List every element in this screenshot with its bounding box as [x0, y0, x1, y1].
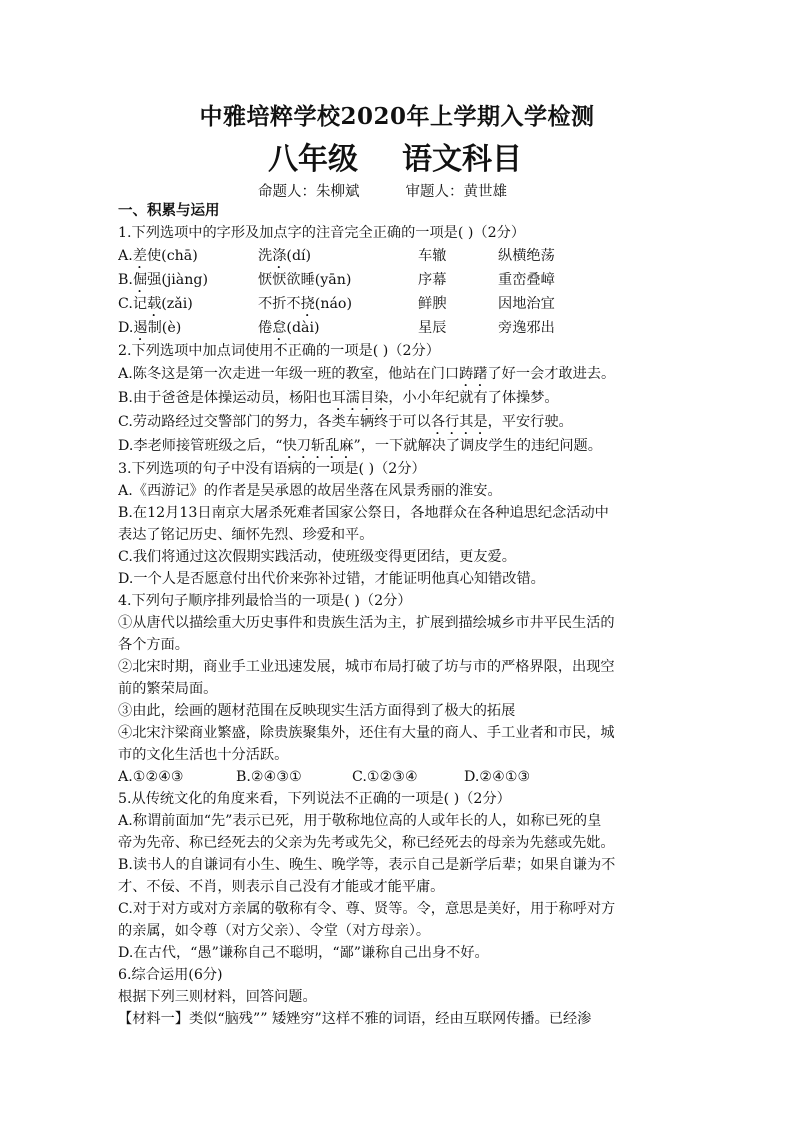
q1-b-w2-pinyin: yān: [320, 272, 346, 288]
q1-b-w2: 恹恹欲睡(: [258, 272, 321, 288]
q3-option-a: A.《西游记》的作者是吴承恩的故居坐落在风景秀丽的淮安。: [118, 483, 502, 499]
exam-title: 中雅培粹学校2020年上学期入学检测: [199, 103, 595, 130]
q3-option-b-line1: B.在12月13日南京大屠杀死难者国家公祭日，各地群众在各种追思纪念活动中: [118, 505, 609, 521]
q1-a-w4: 纵横绝荡: [498, 248, 555, 264]
q6-stem: 6.综合运用(6分): [118, 967, 223, 983]
exam-body: [118, 200, 690, 1030]
grade-subject-heading: [268, 140, 522, 180]
q4-sentence-3: ③由此，绘画的题材范围在反映现实生活方面得到了极大的拓展: [118, 703, 516, 719]
q1-d-w2-pinyin: (dài): [286, 320, 320, 336]
q2-c-post: ，平安行驶。: [487, 414, 573, 430]
q1-b-w4: 重峦叠嶂: [498, 272, 555, 288]
q5-option-b-line2: 才、不佞、不肖，则表示自己没有才能或才能平庸。: [118, 879, 445, 895]
author-line: [258, 182, 507, 202]
q2-option-a: [118, 362, 690, 386]
q2-b-dotted: 耳濡目染: [331, 390, 389, 406]
q1-c-w4: 因地治宜: [498, 296, 555, 312]
q5-option-a-line2: 帝为先帝、称已经死去的父亲为先考或先父，称已经死去的母亲为先慈或先妣。: [118, 835, 615, 851]
q2-a-dotted: 踌躇: [459, 366, 488, 382]
q5-option-b-line1: B.读书人的自谦词有小生、晚生、晚学等，表示自己是新学后辈；如果自谦为不: [118, 857, 616, 873]
q1-d-w2a: 倦: [258, 320, 273, 336]
q1-a-dotted: 差: [132, 248, 147, 264]
q3-option-b-line2: 表达了铭记历史、缅怀先烈、珍爱和平。: [118, 527, 374, 543]
grade-label: 八年级: [268, 142, 358, 177]
q1-b-dotted: 倔: [132, 272, 148, 288]
q1-c-w2: 不折不: [258, 296, 301, 312]
q1-c-letter: C.: [118, 296, 133, 312]
q4-stem: 4.下列句子顺序排列最恰当的一项是( )（2分）: [118, 593, 412, 609]
q2-c-pre: C.劳动路经过交警部门的努力，各类车辆终于可以: [118, 414, 431, 430]
q3-option-c: C.我们将通过这次假期实践活动，使班级变得更团结，更友爱。: [118, 549, 516, 565]
q1-c-pinyin: (zǎi): [161, 296, 193, 312]
q2-b-pre: B.由于爸爸是体操运动员，杨阳也: [118, 390, 332, 406]
reviewer-label: 审题人：黄世雄: [405, 184, 507, 200]
q4-options: [118, 766, 690, 788]
q5-option-c-line2: 的亲属，如令尊（对方父亲）、令堂（对方母亲）。: [118, 923, 431, 939]
q2-d-post: ”，一下就解决了调皮学生的违纪问题。: [353, 438, 602, 454]
q4-sentence-1-line2: 各个方面。: [118, 637, 189, 653]
q6-intro: 根据下列三则材料，回答问题。: [118, 989, 317, 1005]
q1-option-c: [118, 292, 690, 316]
q1-a-w3: 车辙: [418, 248, 447, 264]
q1-stem: 1.下列选项中的字形及加点字的注音完全正确的一项是( )（2分）: [118, 225, 526, 241]
subject-label: 语文科目: [402, 142, 522, 177]
q1-a-letter: A.: [118, 248, 133, 264]
q5-option-d: D.在古代，“愚”谦称自己不聪明，“鄙”谦称自己出身不好。: [118, 945, 489, 961]
q1-d-w3: 星辰: [418, 320, 447, 336]
q1-a-rest: 使(chā): [146, 248, 198, 264]
q2-stem: 2.下列选项中加点词使用不正确的一项是( )（2分）: [118, 343, 440, 359]
q4-option-b: B.②④③①: [236, 769, 302, 785]
q2-d-pre: D.李老师接管班级之后，“: [118, 438, 283, 454]
q1-b-rest: 强(jiàng): [147, 272, 209, 288]
q1-b-w2-close: ): [345, 272, 352, 288]
q5-stem: 5.从传统文化的角度来看，下列说法不正确的一项是( )（2分）: [118, 791, 511, 807]
q6-material-1: 【材料一】类似“脑残”” 矮矬穷”这样不雅的词语，经由互联网传播。已经渗: [118, 1011, 592, 1027]
q1-a-w2-dotted: 涤: [272, 248, 287, 264]
q1-a-w2-pinyin: (dí): [286, 248, 312, 264]
q3-option-d: D.一个人是否愿意付出代价来弥补过错，才能证明他真心知错改错。: [118, 571, 545, 587]
q1-c-w3: 鲜腴: [418, 296, 447, 312]
q2-b-post: ，小小年纪就有了体操梦。: [388, 390, 559, 406]
q1-b-w3: 序幕: [418, 272, 447, 288]
q1-option-d: [118, 316, 690, 340]
q1-b-letter: B.: [118, 272, 133, 288]
q4-sentence-4-line1: ④北宋汴梁商业繁盛，除贵族聚集外，还住有大量的商人、手工业者和市民，城: [118, 725, 615, 741]
q2-c-dotted: 各行其是: [430, 414, 488, 430]
q1-d-letter: D.: [118, 320, 134, 336]
q1-c-w1a: 记: [132, 296, 148, 312]
q5-option-a-line1: A.称谓前面加“先”表示已死，用于敬称地位高的人或年长的人，如称已死的皇: [118, 813, 602, 829]
q4-option-d: D.②④①③: [464, 769, 531, 785]
q4-sentence-2-line2: 前的繁荣局面。: [118, 681, 218, 697]
section-heading: 一、积累与运用: [118, 202, 220, 219]
q4-option-a: A.①②④③: [118, 769, 184, 785]
q2-option-c: [118, 410, 690, 434]
q1-c-dotted: 载: [147, 296, 162, 312]
q2-a-post: 了好一会才敢进去。: [487, 366, 616, 382]
q4-sentence-4-line2: 市的文化生活也十分活跃。: [118, 747, 289, 763]
setter-label: 命题人：朱柳斌: [258, 184, 360, 200]
q3-stem: 3.下列选项的句子中没有语病的一项是( )（2分）: [118, 461, 426, 477]
q4-option-c: C.①②③④: [352, 769, 418, 785]
q1-d-dotted: 遏: [133, 320, 148, 336]
q1-d-rest: 制(è): [147, 320, 182, 336]
q2-d-dotted: 快刀斩乱麻: [282, 438, 354, 454]
q1-c-w2-pinyin: (náo): [314, 296, 352, 312]
q4-sentence-1-line1: ①从唐代以描绘重大历史事件和贵族生活为主，扩展到描绘城乡市井平民生活的: [118, 615, 615, 631]
q1-c-w2-dotted: 挠: [300, 296, 315, 312]
q1-option-b: [118, 268, 690, 292]
q1-option-a: [118, 244, 690, 268]
q1-d-w4: 旁逸邪出: [498, 320, 555, 336]
q1-d-w2-dotted: 怠: [272, 320, 287, 336]
q2-option-b: [118, 386, 690, 410]
q2-option-d: [118, 434, 690, 458]
q2-a-pre: A.陈冬这是第一次走进一年级一班的教室，他站在门口: [118, 366, 460, 382]
q1-a-w2a: 洗: [258, 248, 273, 264]
q4-sentence-2-line1: ②北宋时期，商业手工业迅速发展，城市布局打破了坊与市的严格界限，出现空: [118, 659, 615, 675]
q5-option-c-line1: C.对于对方或对方亲属的敬称有令、尊、贤等。令，意思是美好，用于称呼对方: [118, 901, 616, 917]
